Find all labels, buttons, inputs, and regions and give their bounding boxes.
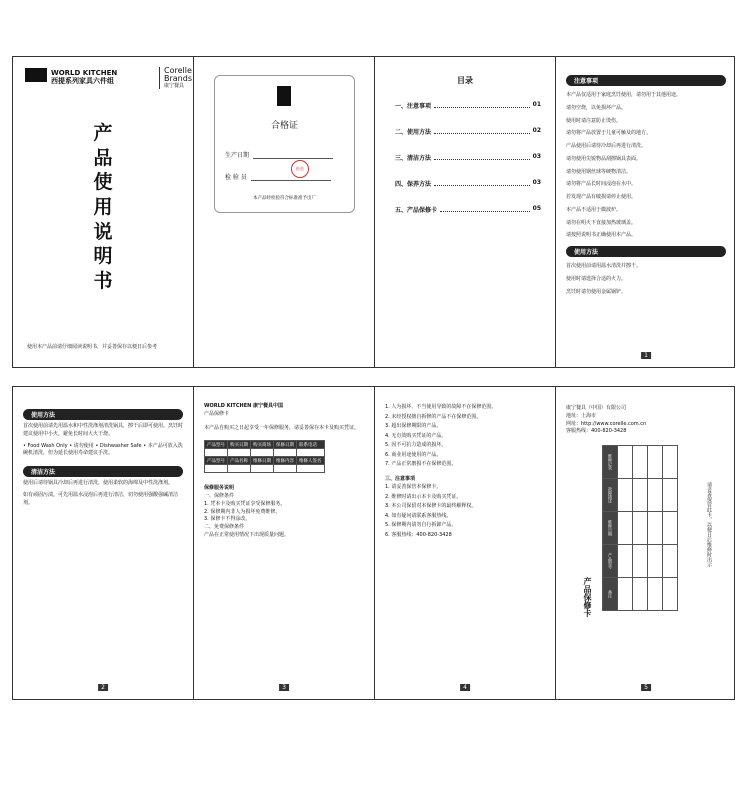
card-info xyxy=(566,405,726,436)
service-title: 三、注意事项 xyxy=(385,475,416,482)
notes-heading: 注意事项 xyxy=(566,75,726,86)
usage-paragraph: • Food Wash Only • 请勿使用 • Dishwasher Safe • 本产品可放入洗碗机清洗，但为延长使用寿命建议手洗。 xyxy=(23,442,183,457)
service-list: 1. 人为损坏、不当使用导致的故障不在保修范围。 2. 未经授权擅自拆修的产品不在保修范围。 3. 超出保修期限的产品。 4. 无有效购买凭证的产品。 5. 因不可抗力造成的损坏。 6. 商业用途使用的产品。 7. 产品正常磨损不在保修范围。 xyxy=(385,404,497,467)
toc-item[interactable]: 三、清洁方法 03 xyxy=(395,153,541,162)
corelle-logo xyxy=(159,67,192,89)
usage-paragraph: 首次使用前请先用温水和中性洗涤剂清洗锅具，擦干后即可使用。烹饪时建议使用中小火，避免长时间大火干烧。 xyxy=(23,423,184,437)
production-date-row xyxy=(225,150,333,159)
company-hotline: 客服热线：400-820-3428 xyxy=(566,428,627,435)
certificate-footer: 本产品经检验符合标准准予出厂 xyxy=(253,196,316,201)
toc-panel xyxy=(375,57,556,367)
inspector-label: 检 验 员 xyxy=(225,174,247,181)
toc-title: 目录 xyxy=(457,76,473,85)
inspection-stamp: 检验 xyxy=(291,160,309,178)
brand-sub: 西提系列家具六件组 xyxy=(51,77,114,86)
page-number: 3 xyxy=(279,684,289,691)
top-sheet xyxy=(12,56,735,368)
service-panel xyxy=(375,387,556,699)
corelle-sub: 康宁餐具 xyxy=(164,82,185,89)
guarantee-panel xyxy=(194,387,375,699)
guarantee-header: WORLD KITCHEN 康宁餐具中国 xyxy=(204,403,284,409)
production-date-label: 生产日期 xyxy=(225,152,250,159)
brand-name: WORLD KITCHEN xyxy=(51,69,118,77)
certificate-title: 合格证 xyxy=(270,121,298,131)
guarantee-intro: 本产品自购买之日起享受一年保修服务，请妥善保存本卡及购买凭证。 xyxy=(204,424,360,431)
certificate-card xyxy=(214,75,355,213)
service-content xyxy=(385,403,545,540)
page-number: 4 xyxy=(460,684,470,691)
warranty-record-table: 维修记录 故障描述 维修日期 产品型号 备注 xyxy=(602,445,678,611)
brand-text xyxy=(51,69,117,86)
terms-title: 保修服务说明 xyxy=(204,485,235,492)
cover-panel xyxy=(13,57,194,367)
company-website: 网址：http://www.corelle.com.cn xyxy=(566,420,647,427)
terms-list: 一、保修条件 1. 凭本卡及购买凭证享受保修服务。 2. 保修期内非人为损坏免费维修。 3. 保修卡不得涂改。 二、免费保修条件 产品在正常使用情况下出现质量问题。 xyxy=(204,493,290,538)
corelle-line1: Corelle xyxy=(164,66,192,75)
cover-footer: 使用本产品前请仔细阅读说明书，并妥善保存以便日后参考 xyxy=(27,344,158,350)
toc-item[interactable]: 五、产品保修卡 05 xyxy=(395,205,541,214)
toc-item[interactable]: 一、注意事项 01 xyxy=(395,101,541,110)
card-side-note: 请妥善保管此卡，以便日后维修时出示 xyxy=(706,482,712,567)
service-list: 1. 请妥善保管本保修卡。 2. 维修时请出示本卡及购买凭证。 3. 本公司保留对本保修卡的最终解释权。 4. 如有疑问请联系客服热线。 5. 保修期内请勿自行拆卸产品。 6. 客服热线：400-820-3428 xyxy=(385,484,477,538)
notes-panel xyxy=(556,57,736,367)
guarantee-table: 产品型号 购买日期 购买商场 保修日期 联系电话 产品型号 产品名称 维修日期 维修内容 维修人签名 xyxy=(204,440,325,473)
inspector-row xyxy=(225,172,331,181)
company-address: 地址：上海市 xyxy=(566,412,597,419)
page-number: 1 xyxy=(641,352,651,359)
toc-item[interactable]: 二、使用方法 02 xyxy=(395,127,541,136)
cleaning-paragraph: 如有顽固污渍，可先用温水浸泡后再进行清洁，切勿使用强酸强碱清洁剂。 xyxy=(23,491,179,506)
cleaning-paragraph: 使用后请待锅具冷却后再进行清洗，使用柔软的海绵及中性洗涤剂。 xyxy=(23,480,174,486)
brand-logo-icon xyxy=(277,86,291,106)
manual-title: 产品使用说明书 xyxy=(93,122,113,293)
toc-item[interactable]: 四、保养方法 03 xyxy=(395,179,541,188)
guarantee-content xyxy=(204,403,364,540)
page-number: 5 xyxy=(641,684,651,691)
company-name: 康宁餐具（中国）有限公司 xyxy=(566,405,627,411)
usage-heading: 使用方法 xyxy=(566,246,726,257)
world-kitchen-logo xyxy=(25,68,47,82)
page-number: 2 xyxy=(98,684,108,691)
card-side-title: 产品保修卡 xyxy=(583,577,592,617)
usage-list: 首次使用前请用温水清洗并擦干。 使用时请选择合适的火力。 烹饪时请勿使用金属锅铲。 xyxy=(566,263,642,295)
notes-content xyxy=(566,71,726,299)
card-panel xyxy=(556,387,736,699)
guarantee-sub: 产品保修卡 xyxy=(204,410,230,417)
usage-heading: 使用方法 xyxy=(23,409,183,420)
notes-list: 本产品仅适用于家庭烹饪使用，请勿用于其他用途。 请勿空烧，以免损坏产品。 使用时请注意防止烫伤。 请勿将产品放置于儿童可触及的地方。 产品使用后请待冷却后再进行清洗。 请勿使用尖锐物品刮擦锅具表面。 请勿使用钢丝球等硬物清洁。 请勿将产品长时间浸泡在水中。 若发现产品有破损请停止使用。 本产品不适用于微波炉。 请勿在明火下直接加热玻璃盖。 请按照说明书正确使用本产品。 xyxy=(566,92,682,239)
corelle-line2: Brands xyxy=(164,74,192,84)
certificate-panel xyxy=(194,57,375,367)
toc-list xyxy=(395,101,541,231)
usage-panel xyxy=(13,387,194,699)
bottom-sheet xyxy=(12,386,735,700)
usage-content xyxy=(23,405,183,507)
cleaning-heading: 清洁方法 xyxy=(23,466,183,477)
